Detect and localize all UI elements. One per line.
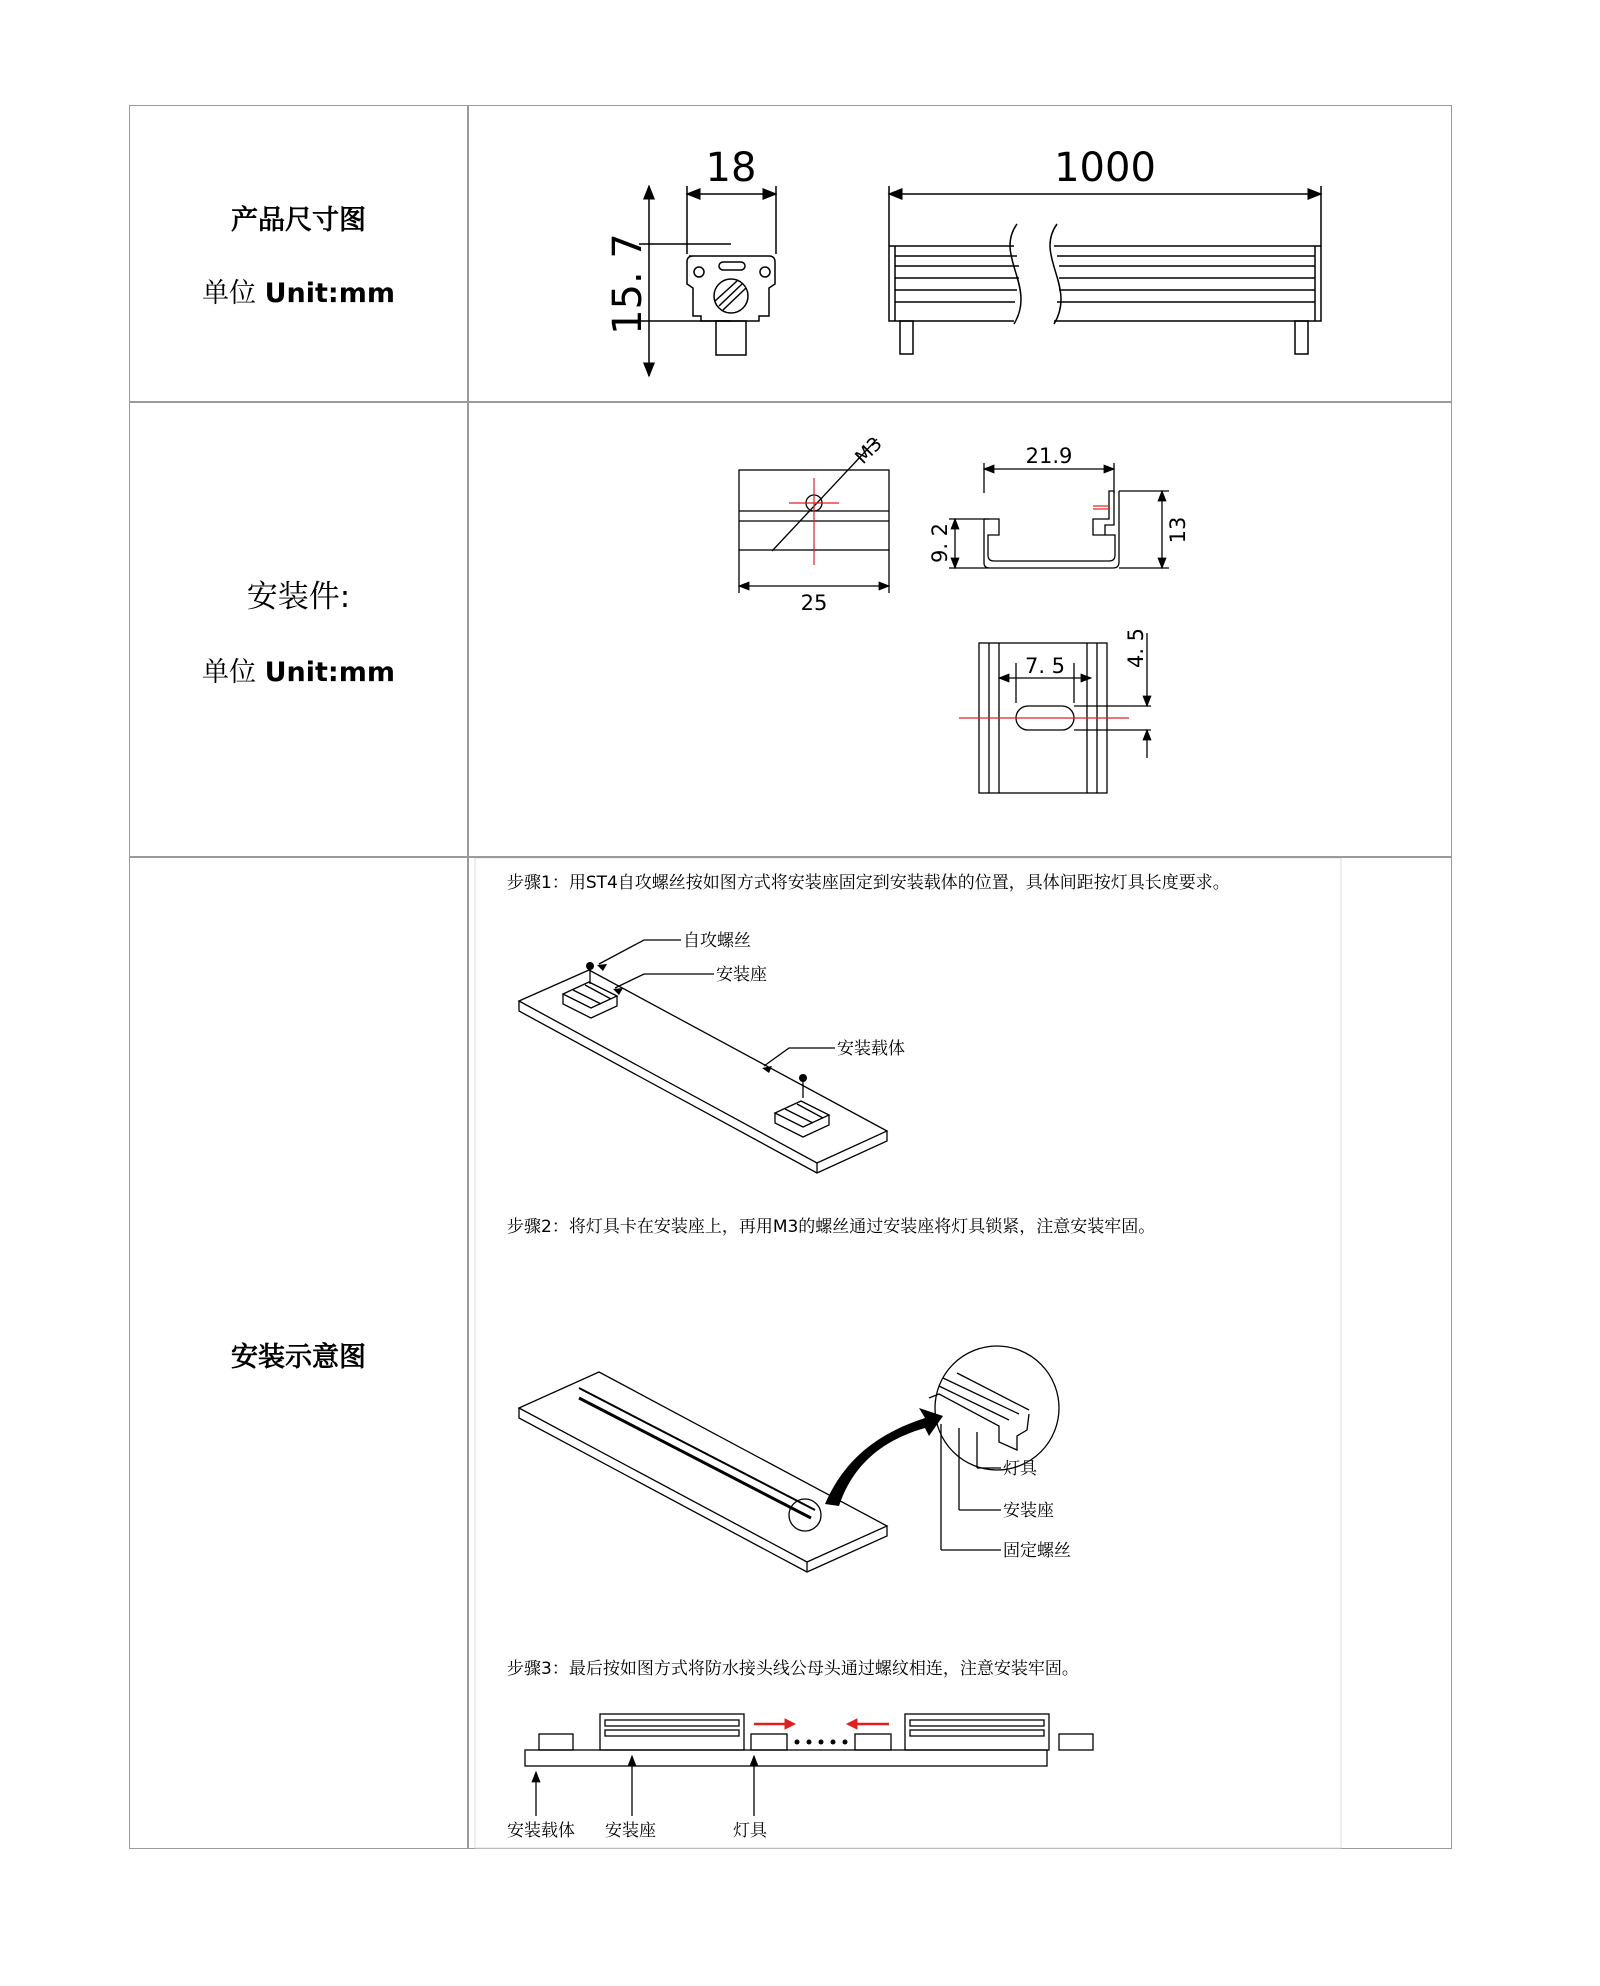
unit-line: 单位 Unit:mm (202, 277, 395, 309)
row-title: 安装示意图 (231, 1341, 366, 1373)
row-title: 产品尺寸图 (231, 204, 366, 236)
slot-height: 4. 5 (1124, 627, 1148, 669)
profile-height-2: 13 (1166, 516, 1190, 544)
bracket-drawing (469, 403, 1453, 856)
height-dimension: 15. 7 (605, 233, 651, 335)
row-bracket-label (130, 403, 467, 856)
step-3-text: 步骤3：最后按如图方式将防水接头线公母头通过螺纹相连，注意安装牢固。 (507, 1659, 1079, 1679)
bracket-width: 25 (800, 591, 828, 615)
mounting-carrier-label: 安装载体 (837, 1039, 905, 1059)
mounting-seat-label-3: 安装座 (605, 1821, 656, 1841)
unit-line: 单位 Unit:mm (202, 656, 395, 688)
spec-table (129, 105, 1452, 1849)
installation-drawing (469, 858, 1453, 1850)
fixing-screw-label: 固定螺丝 (1003, 1541, 1071, 1561)
profile-height-1: 9. 2 (928, 522, 952, 564)
mounting-seat-label-2: 安装座 (1003, 1501, 1054, 1521)
step-1-text: 步骤1：用ST4自攻螺丝按如图方式将安装座固定到安装载体的位置，具体间距按灯具长度要求。 (507, 873, 1230, 893)
slot-width: 7. 5 (1024, 654, 1066, 678)
fixture-label-3: 灯具 (733, 1821, 767, 1841)
row-install-label (130, 858, 467, 1850)
row-title: 安装件: (246, 578, 351, 615)
self-tapping-screw-label: 自攻螺丝 (683, 931, 751, 951)
fixture-label: 灯具 (1003, 1459, 1037, 1479)
row-dimensions-label (130, 106, 467, 401)
mounting-seat-label: 安装座 (716, 965, 767, 985)
dimension-drawing (469, 106, 1453, 401)
profile-width: 21.9 (1025, 444, 1073, 468)
thread-label: M3 (850, 432, 887, 469)
width-dimension: 18 (705, 145, 757, 191)
step-2-text: 步骤2：将灯具卡在安装座上，再用M3的螺丝通过安装座将灯具锁紧，注意安装牢固。 (507, 1217, 1156, 1237)
mounting-carrier-label-3: 安装载体 (507, 1821, 575, 1841)
length-dimension: 1000 (1054, 145, 1156, 191)
